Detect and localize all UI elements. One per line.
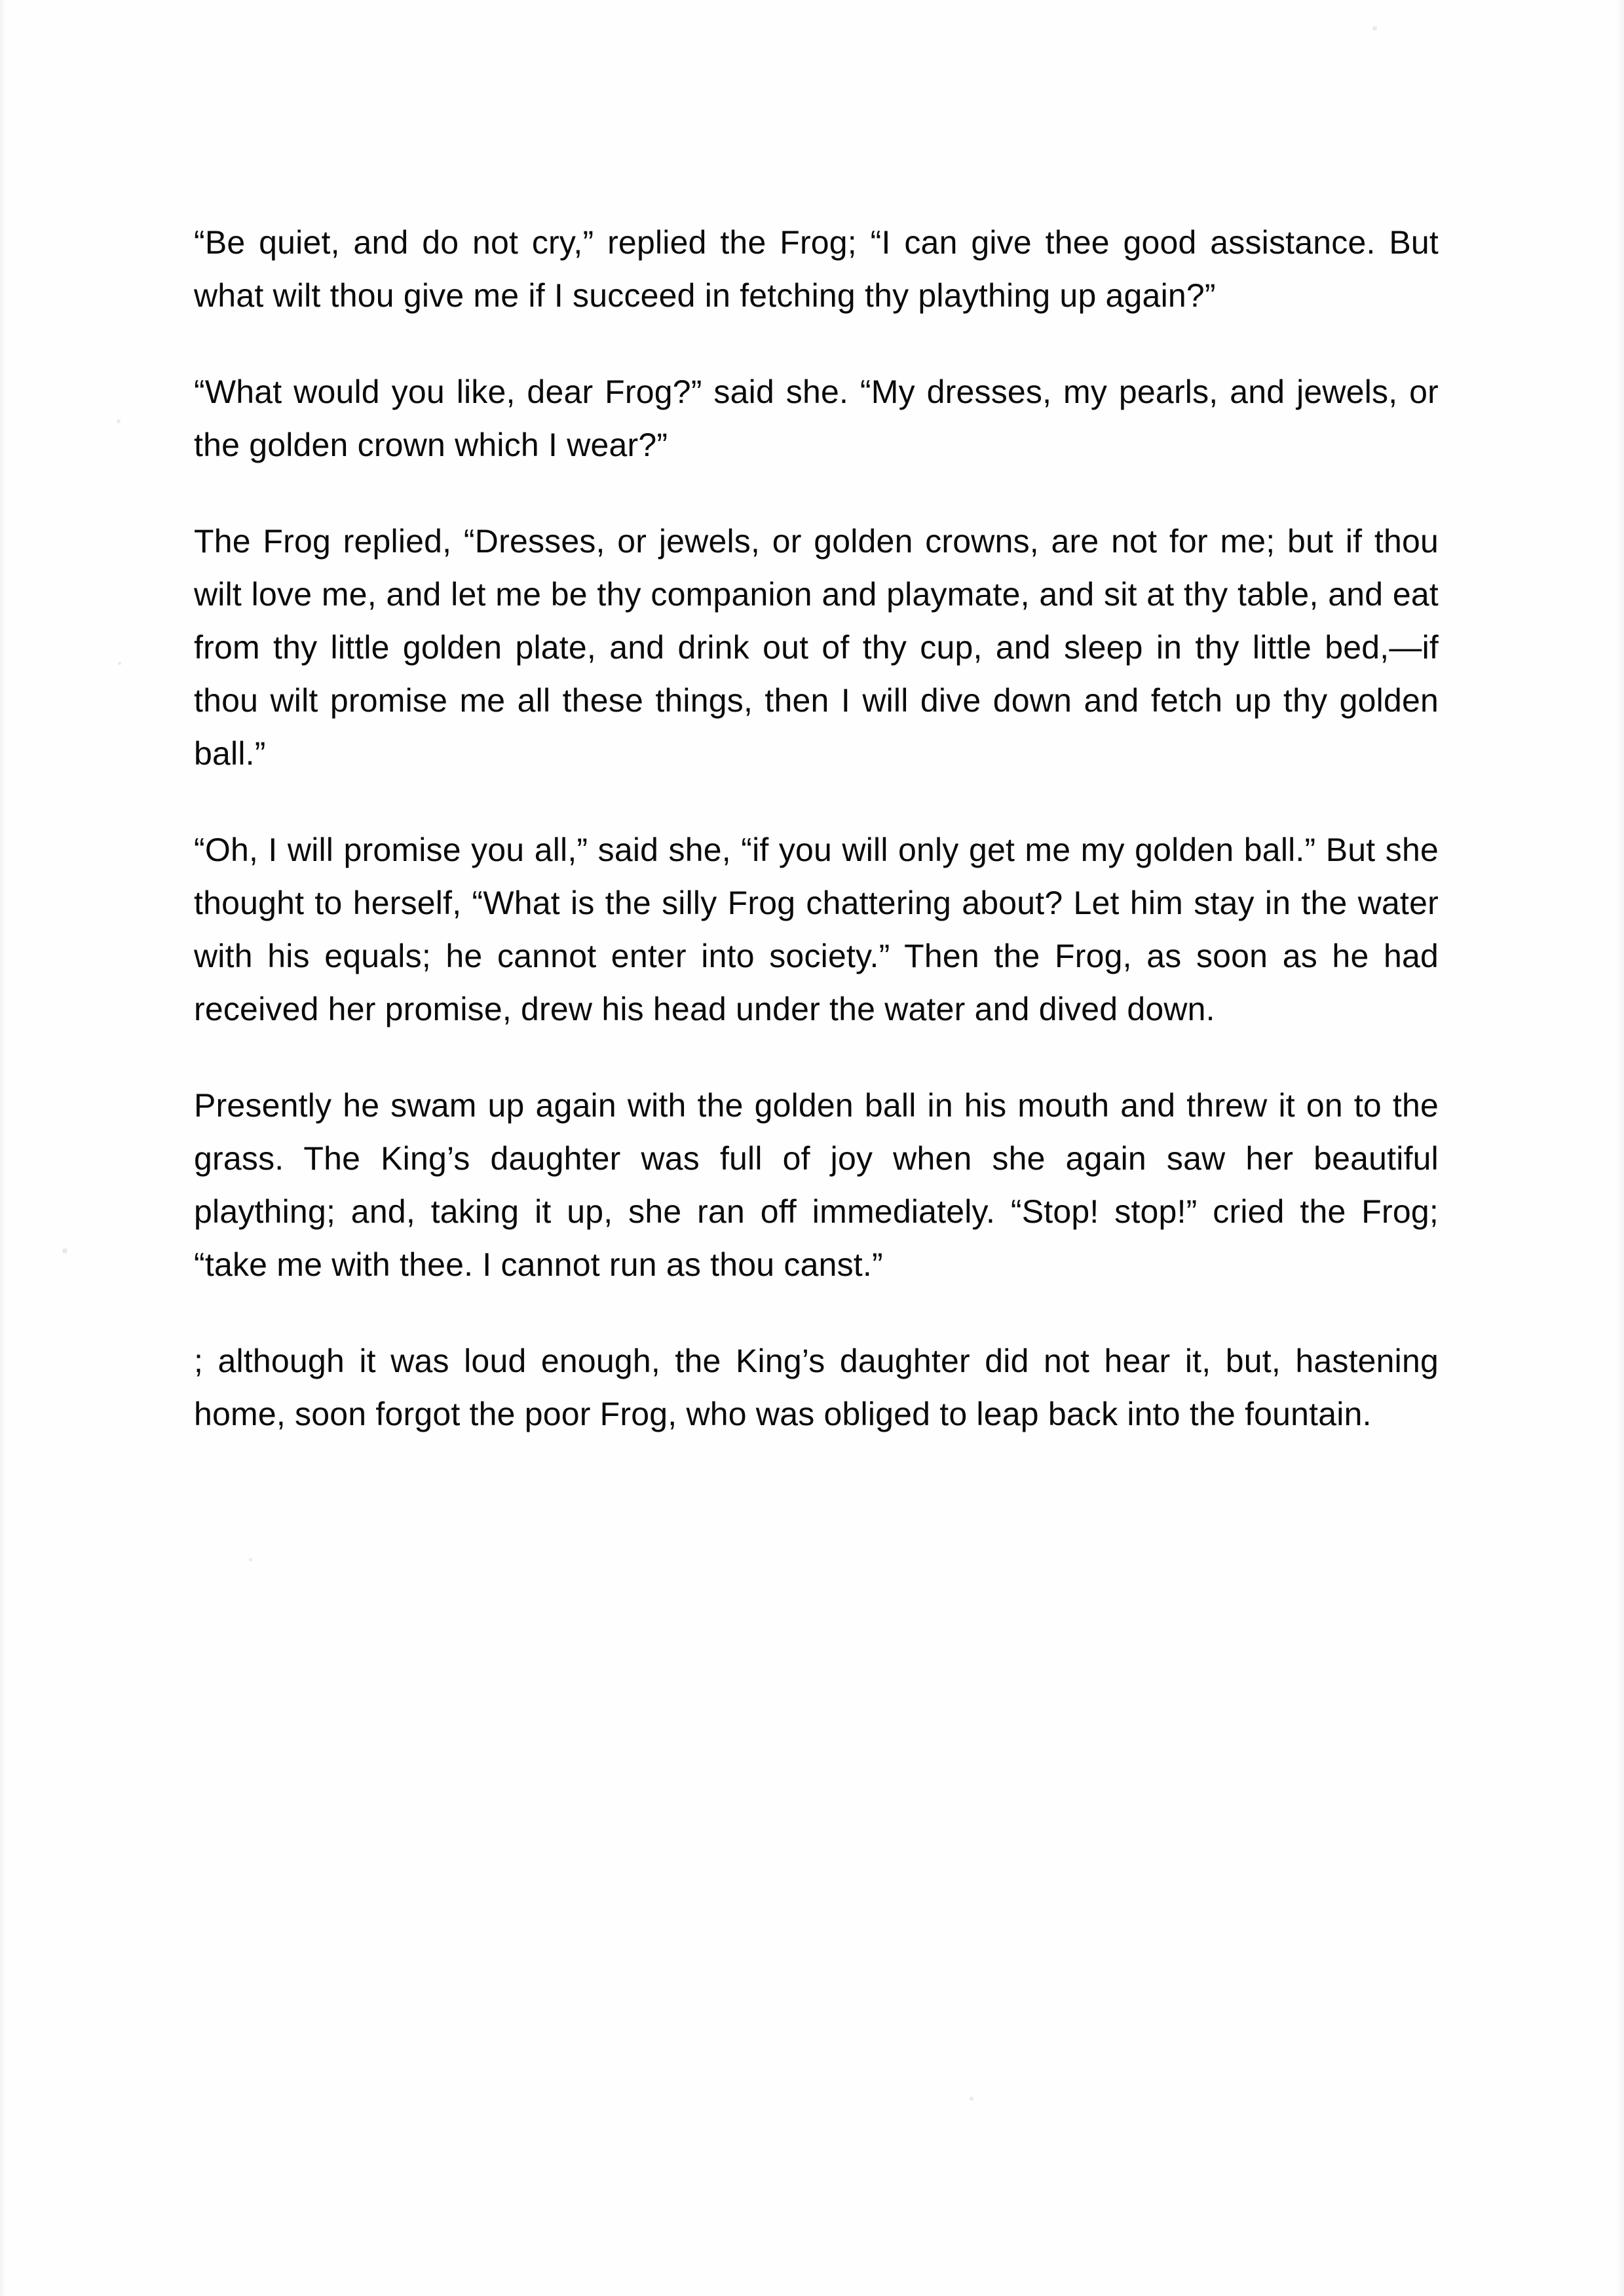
paragraph-5: Presently he swam up again with the golden ball in his mouth and threw it on to the grass. The King’s daughter was full of joy when she again saw her beautiful plaything; and, taking it up, she ran off immediately. “Stop! stop!” cried the Frog; “take me with thee. I cannot run as thou canst.” bbox=[194, 1087, 1439, 1283]
page-speckle bbox=[62, 1248, 67, 1253]
page-speckle bbox=[117, 419, 121, 423]
page-speckle bbox=[1372, 26, 1377, 31]
page-speckle bbox=[249, 1558, 252, 1561]
page-speckle bbox=[970, 2097, 973, 2101]
page-speckle bbox=[118, 662, 121, 665]
paragraph-3: The Frog replied, “Dresses, or jewels, or golden crowns, are not for me; but if thou wilt love me, and let me be thy companion and playmate, and sit at thy table, and eat from thy little golden plate, and drink out of thy cup, and sleep in thy little bed,—if thou wilt promise me all these things, then I will dive down and fetch up thy golden ball.” bbox=[194, 523, 1439, 772]
paragraph-6: ; although it was loud enough, the King’s daughter did not hear it, but, hastening home, soon forgot the poor Frog, who was obliged to leap back into the fountain. bbox=[194, 1343, 1439, 1432]
page-left-edge-shading bbox=[0, 0, 7, 2296]
body-text-column bbox=[194, 216, 1439, 1441]
page-right-edge-shading bbox=[1615, 0, 1624, 2296]
paragraph-1: “Be quiet, and do not cry,” replied the Frog; “I can give thee good assistance. But what wilt thou give me if I succeed in fetching thy plaything up again?” bbox=[194, 224, 1439, 314]
paragraph-2: “What would you like, dear Frog?” said she. “My dresses, my pearls, and jewels, or the golden crown which I wear?” bbox=[194, 373, 1439, 463]
paragraph-4: “Oh, I will promise you all,” said she, “if you will only get me my golden ball.” But she thought to herself, “What is the silly Frog chattering about? Let him stay in the water with his equals; he cannot enter into society.” Then the Frog, as soon as he had received her promise, drew his head under the water and dived down. bbox=[194, 832, 1439, 1027]
